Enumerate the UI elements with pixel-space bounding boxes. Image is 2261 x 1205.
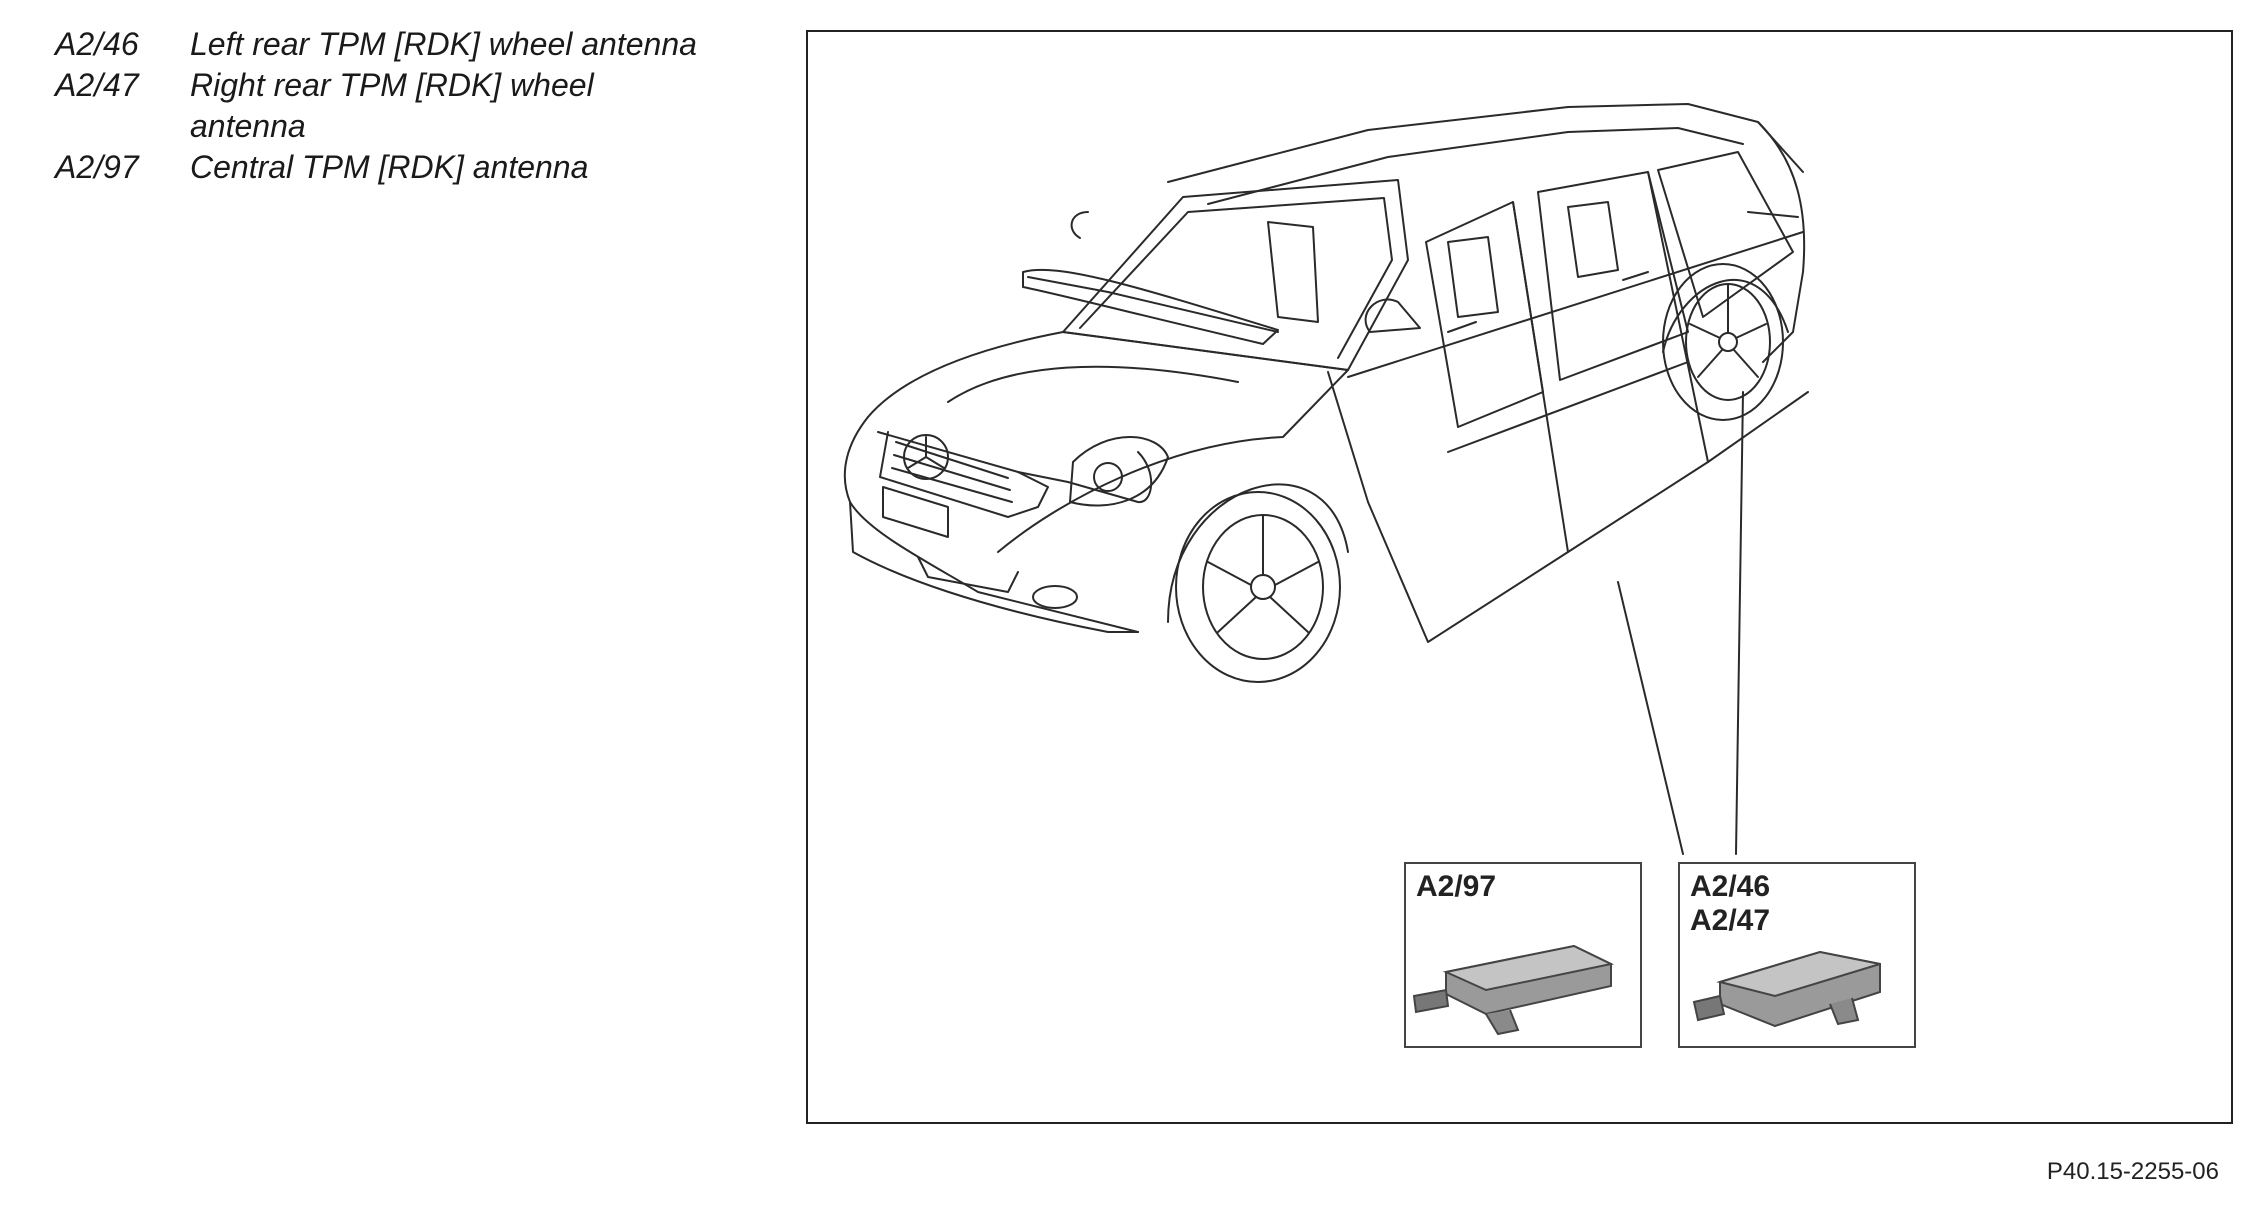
legend-code: A2/47 bbox=[55, 67, 139, 103]
front-tire bbox=[1176, 492, 1340, 682]
door-character-line bbox=[1448, 362, 1688, 452]
headlight-lens bbox=[1094, 463, 1122, 491]
legend-row-a2-47 bbox=[55, 65, 755, 147]
callout-label-a2-46: A2/46 bbox=[1690, 870, 1771, 903]
side-mirror bbox=[1366, 299, 1420, 332]
rear-tire bbox=[1663, 264, 1783, 420]
hood-vent bbox=[1028, 277, 1278, 332]
third-row-seat bbox=[1568, 202, 1618, 277]
legend-code: A2/46 bbox=[55, 26, 139, 62]
legend-code: A2/97 bbox=[55, 149, 139, 185]
legend-description: Right rear TPM [RDK] wheel antenna bbox=[190, 67, 594, 144]
front-door-handle bbox=[1448, 322, 1476, 332]
roof-rail bbox=[1208, 128, 1743, 204]
front-seat bbox=[1268, 222, 1318, 322]
connector bbox=[1694, 996, 1724, 1020]
left-mirror bbox=[1072, 212, 1088, 238]
callout-wheel-antennas bbox=[1678, 862, 1916, 1048]
fog-lamp bbox=[1033, 586, 1077, 608]
hood-outline bbox=[868, 332, 1348, 552]
connector bbox=[1414, 990, 1448, 1012]
illustration-frame bbox=[806, 30, 2233, 1124]
component-legend bbox=[55, 24, 755, 188]
leader-line-a2-97 bbox=[1618, 582, 1683, 854]
front-hub bbox=[1251, 575, 1275, 599]
hood-crease bbox=[948, 367, 1238, 402]
front-bumper-top bbox=[845, 417, 1138, 632]
figure-id: P40.15-2255-06 bbox=[2046, 1158, 2219, 1185]
door-sill-line bbox=[1328, 372, 1808, 642]
legend-description: Central TPM [RDK] antenna bbox=[190, 149, 589, 185]
mounting-tab bbox=[1486, 1010, 1518, 1034]
legend-description: Left rear TPM [RDK] wheel antenna bbox=[190, 26, 697, 62]
callout-central-antenna bbox=[1404, 862, 1642, 1048]
windshield-inner bbox=[1080, 198, 1392, 358]
callout-label-a2-46-47 bbox=[1690, 870, 1770, 938]
callout-label-a2-47: A2/47 bbox=[1690, 904, 1771, 937]
rear-door-handle bbox=[1623, 272, 1648, 280]
rear-hub bbox=[1719, 333, 1737, 351]
legend-row-a2-46 bbox=[55, 24, 755, 65]
rear-seat bbox=[1448, 237, 1498, 317]
front-bumper-lower bbox=[850, 502, 1138, 632]
legend-row-a2-97 bbox=[55, 147, 755, 188]
leader-line-a2-46-47 bbox=[1736, 392, 1743, 854]
callout-label-a2-97: A2/97 bbox=[1416, 870, 1497, 903]
